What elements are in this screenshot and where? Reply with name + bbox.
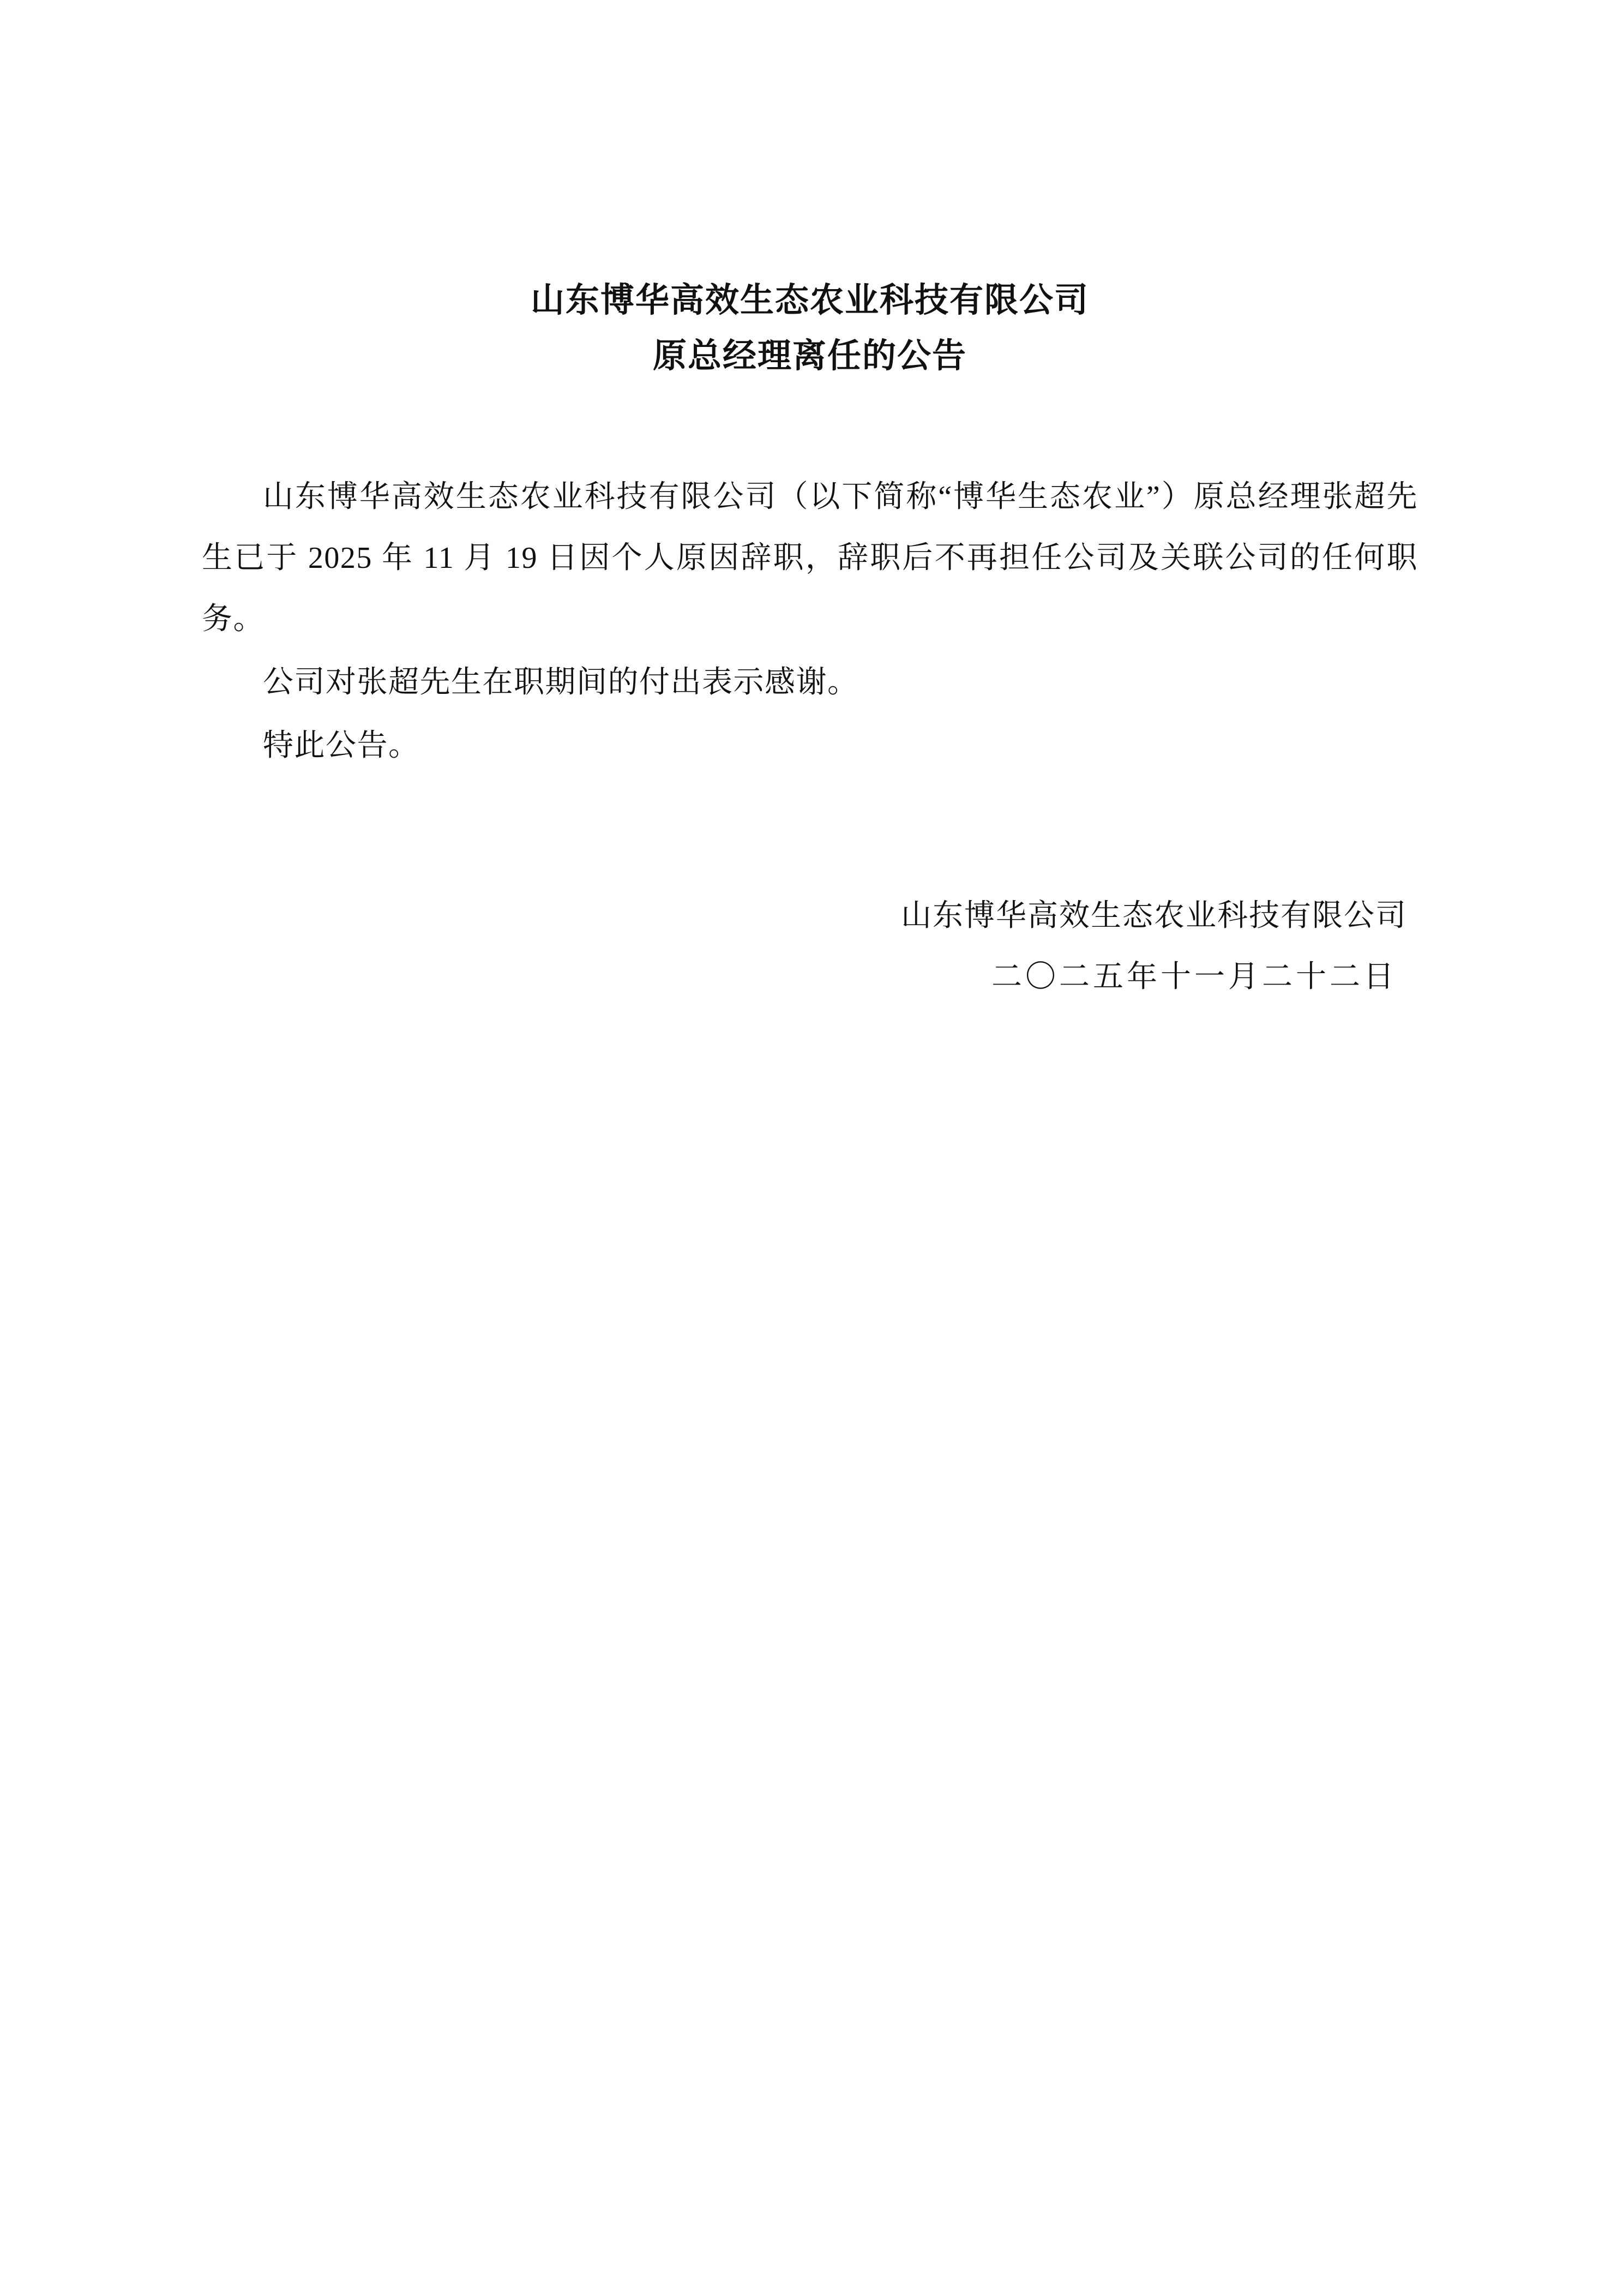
signature-company: 山东博华高效生态农业科技有限公司 xyxy=(901,898,1407,933)
title-line-2: 原总经理离任的公告 xyxy=(652,338,967,375)
body-paragraph-2: 公司对张超先生在职期间的付出表示感谢。 xyxy=(263,665,859,699)
document-title xyxy=(202,273,1418,385)
signature-date: 二〇二五年十一月二十二日 xyxy=(991,960,1397,994)
document-content xyxy=(202,273,1418,1008)
title-line-1: 山东博华高效生态农业科技有限公司 xyxy=(530,282,1089,319)
signature-block xyxy=(202,885,1418,1008)
body-paragraph-1: 山东博华高效生态农业科技有限公司（以下简称“博华生态农业”）原总经理张超先生已于 2025 年 11 月 19 日因个人原因辞职，辞职后不再担任公司及关联公司的任何职务。 xyxy=(202,479,1418,636)
body-paragraph-3: 特此公告。 xyxy=(263,728,420,763)
document-body xyxy=(202,466,1418,776)
